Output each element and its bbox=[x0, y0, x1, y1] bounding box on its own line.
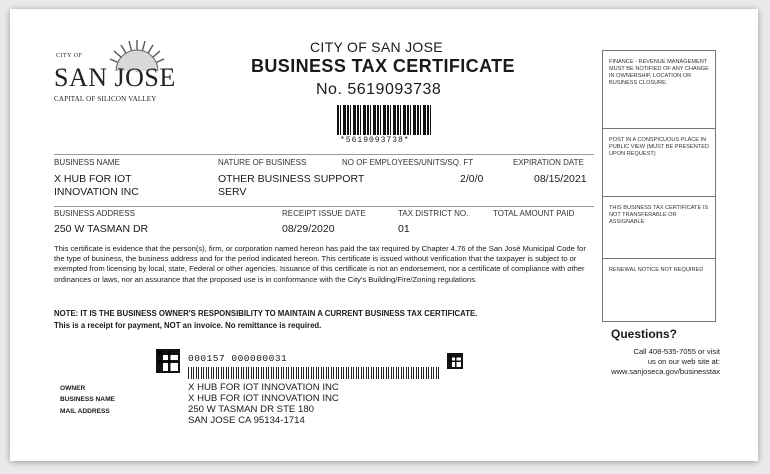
logo-city-of: CITY OF bbox=[56, 53, 83, 59]
side-note-renewal: RENEWAL NOTICE NOT REQUIRED bbox=[609, 267, 704, 273]
certificate-disclaimer: This certificate is evidence that the person(s), firm, or corporation named hereon has paid the tax required by Chapter 4.76 of the San José Municipal Code for the type of business, the business address and for the period indicated hereon. This certificate is issued without verification that the taxpayer is subject to or exempted from licensing by local, state, Federal or other agencies. Issuance of this certificate is not an endorsement, nor a certificate of compliance with other ordinances or laws, nor an assurance that the proposed use is in conformance with the City's Building/Fire/Zoning regulations. bbox=[54, 244, 586, 284]
postal-barcode bbox=[188, 367, 440, 379]
side-note-ownership: FINANCE - REVENUE MANAGEMENT MUST BE NOTIFIED OF ANY CHANGE IN OWNERSHIP, LOCATION OR BUSINESS CLOSURE. bbox=[603, 51, 715, 129]
mail-address-line2: SAN JOSE CA 95134-1714 bbox=[188, 415, 305, 426]
expiration-value: 08/15/2021 bbox=[534, 173, 587, 185]
certificate-barcode bbox=[337, 105, 433, 135]
mail-digits: 000157 000000031 bbox=[188, 353, 288, 364]
note-line2: This is a receipt for payment, NOT an invoice. No remittance is required. bbox=[54, 321, 322, 330]
business-name-line2: INNOVATION INC bbox=[54, 186, 139, 198]
mail-address-label: MAIL ADDRESS bbox=[60, 408, 110, 415]
business-name-label: BUSINESS NAME bbox=[54, 158, 120, 167]
receipt-value: 08/29/2020 bbox=[282, 223, 335, 235]
header-city: CITY OF SAN JOSE bbox=[310, 39, 443, 55]
receipt-label: RECEIPT ISSUE DATE bbox=[282, 209, 366, 218]
nature-line1: OTHER BUSINESS SUPPORT bbox=[218, 173, 365, 185]
certificate-title: BUSINESS TAX CERTIFICATE bbox=[251, 56, 515, 76]
side-note-post: POST IN A CONSPICUOUS PLACE IN PUBLIC VIEW (MUST BE PRESENTED UPON REQUEST) bbox=[603, 129, 715, 197]
certificate-number: No. 5619093738 bbox=[316, 81, 442, 98]
side-notes-box bbox=[602, 50, 716, 322]
district-label: TAX DISTRICT NO. bbox=[398, 209, 469, 218]
mail-business-name-value: X HUB FOR IOT INNOVATION INC bbox=[188, 393, 339, 404]
mail-address-line1: 250 W TASMAN DR STE 180 bbox=[188, 404, 315, 415]
address-value: 250 W TASMAN DR bbox=[54, 223, 149, 235]
questions-website[interactable]: www.sanjoseca.gov/businesstax bbox=[611, 367, 720, 376]
total-label: TOTAL AMOUNT PAID bbox=[493, 209, 575, 218]
district-value: 01 bbox=[398, 223, 410, 235]
logo-name: SAN JOSE bbox=[54, 63, 176, 92]
nature-label: NATURE OF BUSINESS bbox=[218, 158, 307, 167]
questions-info bbox=[570, 347, 720, 377]
business-name-line1: X HUB FOR IOT bbox=[54, 173, 132, 185]
owner-label: OWNER bbox=[60, 385, 86, 392]
employees-label: NO OF EMPLOYEES/UNITS/SQ. FT bbox=[342, 158, 474, 167]
questions-line2: us on our web site at: bbox=[647, 357, 720, 366]
address-label: BUSINESS ADDRESS bbox=[54, 209, 135, 218]
barcode-text: *5619093738* bbox=[340, 136, 410, 145]
expiration-label: EXPIRATION DATE bbox=[513, 158, 584, 167]
owner-responsibility-note bbox=[54, 308, 477, 332]
questions-line1: Call 408-535-7055 or visit bbox=[633, 347, 720, 356]
note-line1: NOTE: IT IS THE BUSINESS OWNER'S RESPONSIBILITY TO MAINTAIN A CURRENT BUSINESS TAX CERTIFICATE. bbox=[54, 309, 478, 318]
logo-caption: CAPITAL OF SILICON VALLEY bbox=[54, 95, 157, 103]
qr-code-icon bbox=[156, 349, 180, 373]
mail-business-name-label: BUSINESS NAME bbox=[60, 396, 115, 403]
employees-value: 2/0/0 bbox=[460, 173, 484, 185]
owner-value: X HUB FOR IOT INNOVATION INC bbox=[188, 382, 339, 393]
certificate-page bbox=[10, 9, 758, 461]
divider bbox=[54, 154, 594, 155]
san-jose-logo bbox=[52, 39, 182, 111]
nature-line2: SERV bbox=[218, 186, 247, 198]
small-qr-icon bbox=[447, 353, 463, 369]
questions-title: Questions? bbox=[611, 327, 678, 341]
divider bbox=[54, 206, 594, 207]
side-note-transferable: THIS BUSINESS TAX CERTIFICATE IS NOT TRANSFERABLE OR ASSIGNABLE bbox=[603, 197, 715, 259]
